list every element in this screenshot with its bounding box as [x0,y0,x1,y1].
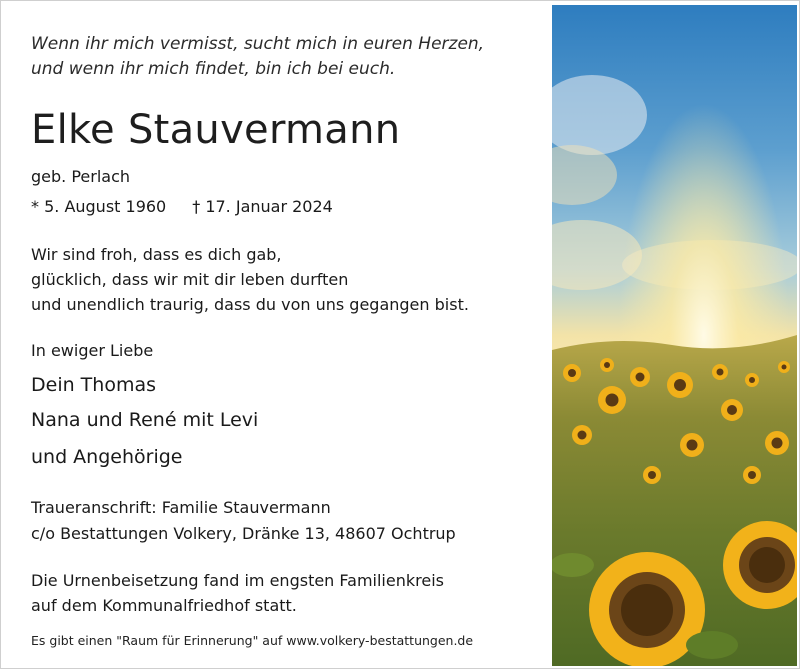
mourner-2: Nana und René mit Levi [31,409,259,431]
poem [31,242,469,317]
birth-name: geb. Perlach [31,167,131,186]
mourner-1: Dein Thomas [31,374,157,396]
address-line-1: Traueranschrift: Familie Stauvermann [31,498,331,517]
life-dates [31,196,333,218]
motto-line-1: Wenn ihr mich vermisst, sucht mich in euren Herzen, [31,34,485,54]
sunflower-field-image [552,5,797,666]
mourning-address [31,495,456,547]
burial-line-2: auf dem Kommunalfriedhof statt. [31,596,297,615]
mourners-intro: In ewiger Liebe [31,341,154,360]
death-date: † 17. Januar 2024 [192,197,333,216]
memorial-footer: Es gibt einen "Raum für Erinnerung" auf www.volkery-bestattungen.de [31,633,474,648]
poem-line-3: und unendlich traurig, dass du von uns gegangen bist. [31,295,469,314]
motto-quote [31,32,484,82]
birth-date: * 5. August 1960 [31,197,167,216]
mourner-3: und Angehörige [31,446,183,468]
burial-note [31,568,444,618]
address-line-2: c/o Bestattungen Volkery, Dränke 13, 48607 Ochtrup [31,524,456,543]
burial-line-1: Die Urnenbeisetzung fand im engsten Familienkreis [31,571,444,590]
poem-line-2: glücklich, dass wir mit dir leben durften [31,270,349,289]
text-column [31,1,551,670]
deceased-name: Elke Stauvermann [31,107,401,153]
motto-line-2: und wenn ihr mich findet, bin ich bei euch. [31,59,396,79]
poem-line-1: Wir sind froh, dass es dich gab, [31,245,282,264]
sunflower-illustration [552,5,797,666]
